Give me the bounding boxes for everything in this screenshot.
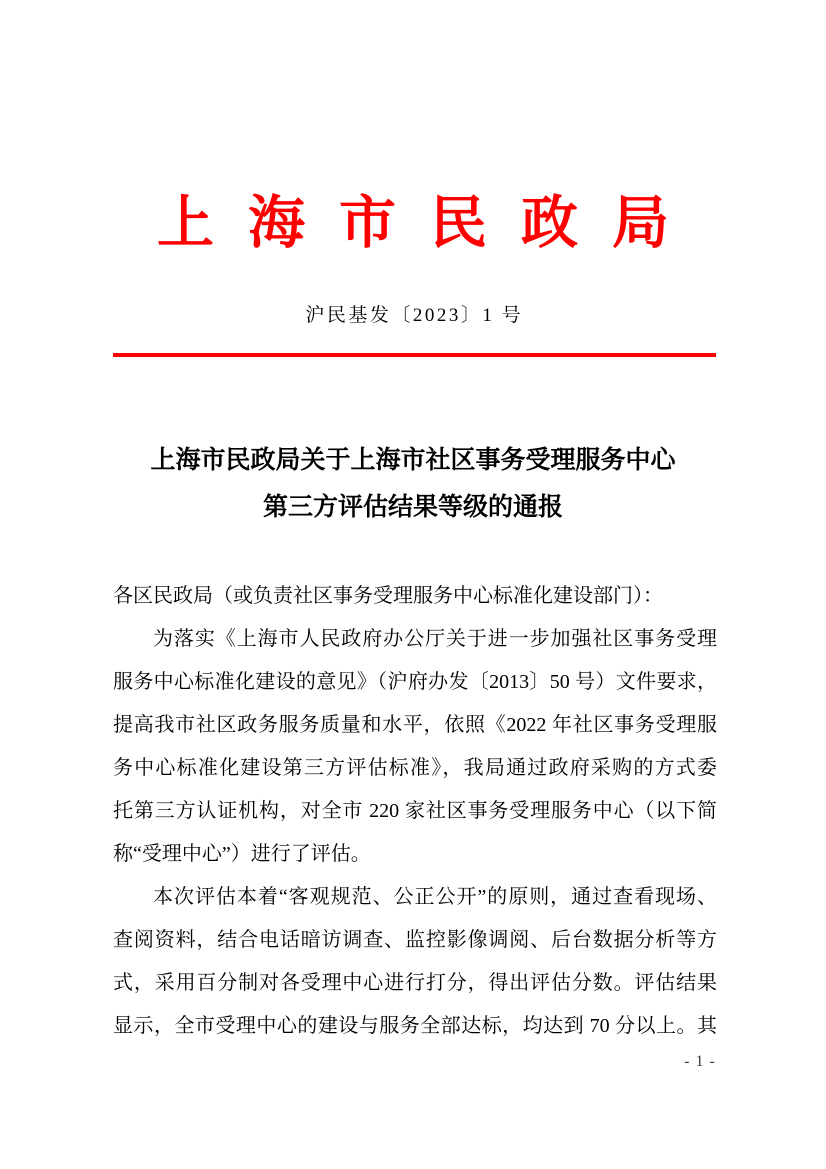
body-line: 显示，全市受理中心的建设与服务全部达标，均达到 70 分以上。其 bbox=[113, 1015, 717, 1037]
body-line: 提高我市社区政务服务质量和水平，依照《2022 年社区事务受理服 bbox=[113, 714, 717, 736]
body-line: 托第三方认证机构，对全市 220 家社区事务受理服务中心（以下简 bbox=[113, 800, 717, 822]
document-body bbox=[113, 575, 717, 1048]
body-line: 称“受理中心”）进行了评估。 bbox=[113, 843, 371, 865]
body-line-salutation: 各区民政局（或负责社区事务受理服务中心标准化建设部门）： bbox=[113, 585, 663, 607]
document-title bbox=[0, 437, 826, 531]
document-title-line1: 上海市民政局关于上海市社区事务受理服务中心 bbox=[150, 447, 676, 474]
body-line: 本次评估本着“客观规范、公正公开”的原则，通过查看现场、 bbox=[153, 886, 717, 908]
body-line: 务中心标准化建设第三方评估标准》，我局通过政府采购的方式委 bbox=[113, 757, 717, 779]
red-separator-rule bbox=[113, 353, 716, 357]
body-line: 为落实《上海市人民政府办公厅关于进一步加强社区事务受理 bbox=[153, 628, 717, 650]
body-line: 查阅资料，结合电话暗访调查、监控影像调阅、后台数据分析等方 bbox=[113, 929, 717, 951]
agency-name-letterhead: 上海市民政局 bbox=[157, 192, 703, 255]
body-line: 服务中心标准化建设的意见》（沪府办发〔2013〕50 号）文件要求， bbox=[113, 671, 717, 693]
document-title-line2: 第三方评估结果等级的通报 bbox=[262, 494, 563, 521]
document-number: 沪民基发〔2023〕1 号 bbox=[305, 305, 524, 326]
page-number: - 1 - bbox=[684, 1053, 716, 1070]
body-line: 式，采用百分制对各受理中心进行打分，得出评估分数。评估结果 bbox=[113, 972, 717, 994]
